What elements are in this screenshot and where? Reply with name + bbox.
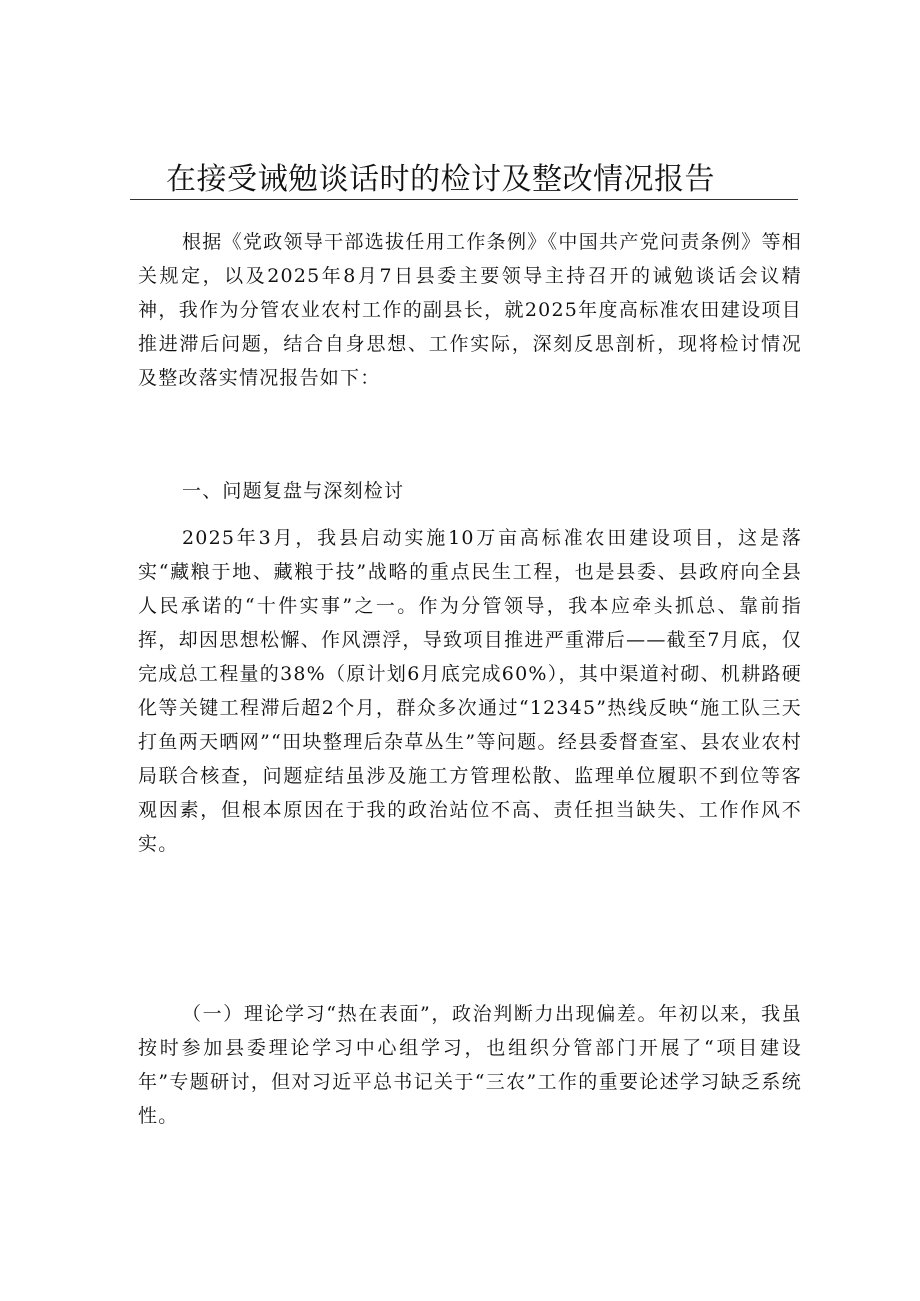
intro-paragraph: 根据《党政领导干部选拔任用工作条例》《中国共产党问责条例》等相关规定，以及2025年8月7日县委主要领导主持召开的诫勉谈话会议精神，我作为分管农业农村工作的副县长，就2025年度高标准农田建设项目推进滞后问题，结合自身思想、工作实际，深刻反思剖析，现将检讨情况及整改落实情况报告如下：	[138, 231, 802, 389]
section-heading-1: 一、问题复盘与深刻检讨	[182, 480, 405, 502]
section-1-paragraph: 2025年3月，我县启动实施10万亩高标准农田建设项目，这是落实“藏粮于地、藏粮于技”战略的重点民生工程，也是县委、县政府向全县人民承诺的“十件实事”之一。作为分管领导，我本应牵头抓总、靠前指挥，却因思想松懈、作风漂浮，导致项目推进严重滞后——截至7月底，仅完成总工程量的38%（原计划6月底完成60%），其中渠道衬砌、机耕路硬化等关键工程滞后超2个月，群众多次通过“12345”热线反映“施工队三天打鱼两天晒网”“田块整理后杂草丛生”等问题。经县委督查室、县农业农村局联合核查，问题症结虽涉及施工方管理松散、监理单位履职不到位等客观因素，但根本原因在于我的政治站位不高、责任担当缺失、工作作风不实。	[138, 527, 802, 855]
subsection-1-paragraph: （一）理论学习“热在表面”，政治判断力出现偏差。年初以来，我虽按时参加县委理论学习中心组学习，也组织分管部门开展了“项目建设年”专题研讨，但对习近平总书记关于“三农”工作的重要论述学习缺乏系统性。	[138, 1003, 802, 1127]
document-title: 在接受诫勉谈话时的检讨及整改情况报告	[166, 162, 715, 197]
title-divider	[130, 199, 798, 200]
